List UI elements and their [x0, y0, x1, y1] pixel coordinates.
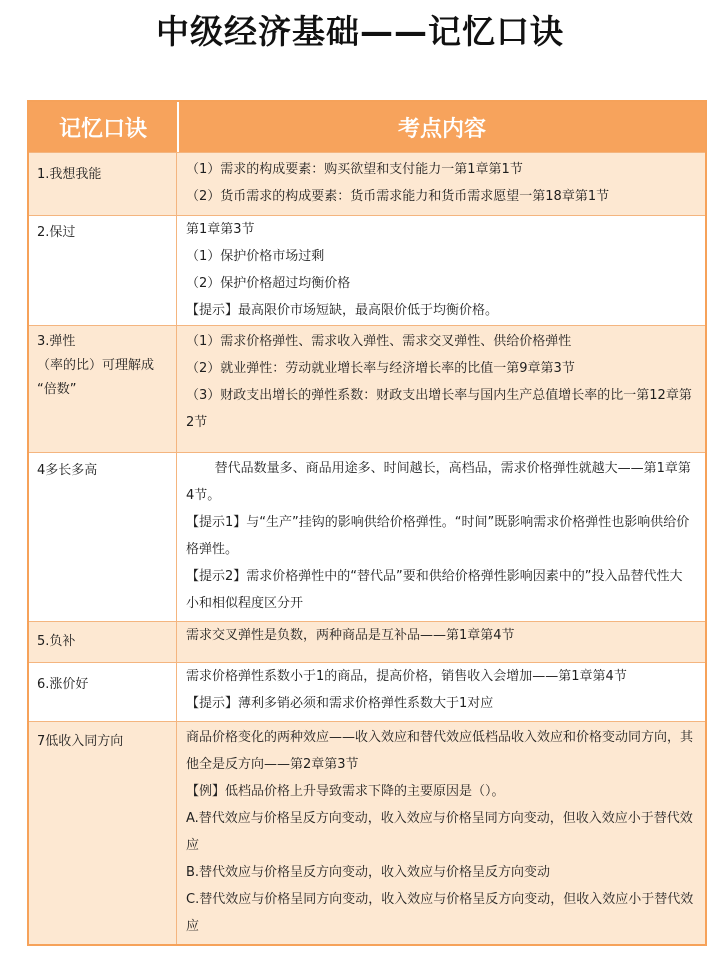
key-line: “倍数” — [37, 382, 77, 397]
content-line: （2）货币需求的构成要素：货币需求能力和货币需求愿望一第18章第1节 — [186, 189, 610, 204]
content-line: 【提示1】与“生产”挂钩的影响供给价格弹性。“时间”既影响需求价格弹性也影响供给价格弹性。 — [186, 515, 690, 557]
mnemonic-table — [27, 100, 707, 946]
content-line: A.替代效应与价格呈反方向变动，收入效应与价格呈同方向变动，但收入效应小于替代效应 — [186, 811, 693, 853]
table-row — [29, 621, 705, 662]
row-content — [177, 153, 705, 215]
key-line: 3.弹性 — [37, 334, 76, 349]
content-line: （1）需求价格弹性、需求收入弹性、需求交叉弹性、供给价格弹性 — [186, 334, 572, 349]
content-line: 商品价格变化的两种效应——收入效应和替代效应低档品收入效应和价格变动同方向，其他全是反方向——第2章第3节 — [186, 730, 694, 772]
table-row — [29, 662, 705, 721]
row-key: 2.保过 — [29, 216, 177, 325]
content-line: （1）需求的构成要素：购买欲望和支付能力一第1章第1节 — [186, 162, 523, 177]
content-line: 替代品数量多、商品用途多、时间越长，高档品，需求价格弹性就越大——第1章第4节。 — [186, 461, 691, 503]
content-line: 【例】低档品价格上升导致需求下降的主要原因是（）。 — [186, 784, 505, 799]
row-content — [177, 453, 705, 621]
row-content — [177, 622, 705, 662]
key-line: （率的比）可理解成 — [37, 358, 155, 373]
content-line: 【提示】最高限价市场短缺，最高限价低于均衡价格。 — [186, 303, 499, 318]
row-key: 6.涨价好 — [29, 663, 177, 721]
table-row — [29, 721, 705, 944]
row-content — [177, 326, 705, 452]
content-line: B.替代效应与价格呈反方向变动，收入效应与价格呈反方向变动 — [186, 865, 551, 880]
row-key: 5.负补 — [29, 622, 177, 662]
row-key: 7低收入同方向 — [29, 722, 177, 944]
table-row — [29, 152, 705, 215]
content-line: （1）保护价格市场过剩 — [186, 249, 325, 264]
content-line: （3）财政支出增长的弹性系数：财政支出增长率与国内生产总值增长率的比一第12章第2节 — [186, 388, 692, 430]
content-line: 【提示2】需求价格弹性中的“替代品”要和供给价格弹性影响因素中的”投入品替代性大小和相似程度区分开 — [186, 569, 683, 611]
header-content: 考点内容 — [397, 116, 486, 142]
content-line: C.替代效应与价格呈同方向变动，收入效应与价格呈反方向变动，但收入效应小于替代效应 — [186, 892, 694, 934]
content-line: （2）保护价格超过均衡价格 — [186, 276, 351, 291]
row-content — [177, 722, 705, 944]
row-key: 1.我想我能 — [29, 153, 177, 215]
content-line: 需求价格弹性系数小于1的商品，提高价格，销售收入会增加——第1章第4节 — [186, 669, 627, 684]
row-content — [177, 216, 705, 325]
table-row — [29, 215, 705, 325]
row-key: 4多长多高 — [29, 453, 177, 621]
content-line: 需求交叉弹性是负数，两种商品是互补品——第1章第4节 — [186, 628, 515, 643]
content-line: 第1章第3节 — [186, 222, 255, 237]
content-line: （2）就业弹性：劳动就业增长率与经济增长率的比值一第9章第3节 — [186, 361, 575, 376]
row-key — [29, 326, 177, 452]
page-title: 中级经济基础——记忆口诀 — [156, 12, 564, 51]
table-row — [29, 325, 705, 452]
row-content — [177, 663, 705, 721]
table-row — [29, 452, 705, 621]
table-header — [29, 102, 705, 152]
header-mnemonic: 记忆口诀 — [29, 102, 179, 152]
content-line: 【提示】薄利多销必须和需求价格弹性系数大于1对应 — [186, 696, 494, 711]
